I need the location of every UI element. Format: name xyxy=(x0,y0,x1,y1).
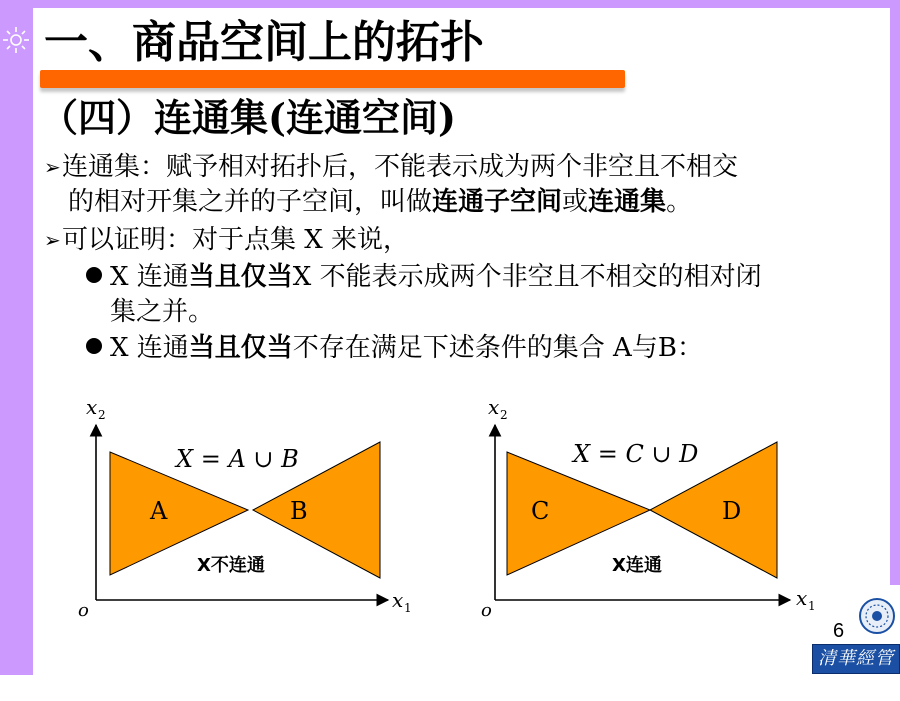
university-seal-icon xyxy=(858,597,896,635)
bullet-1-line-2: 的相对开集之并的子空间，叫做连通子空间或连通集。 xyxy=(68,187,693,217)
origin-label: o xyxy=(481,600,492,621)
y-axis-subscript: 2 xyxy=(500,408,508,422)
school-logo: 清華經管學院 xyxy=(812,644,900,674)
arrow-bullet-icon: ➢ xyxy=(44,228,61,252)
diagram-caption: X不连通 xyxy=(197,555,265,576)
diagram-connected xyxy=(481,395,816,621)
y-axis-label: x xyxy=(488,395,500,419)
union-equation: X = A ∪ B xyxy=(176,445,299,473)
term-connected-set: 连通集 xyxy=(588,187,667,217)
bullet-2: ➢可以证明：对于点集 X 来说， xyxy=(44,225,410,255)
diagram-caption: X连通 xyxy=(612,555,662,576)
x-axis-label: x xyxy=(392,588,404,612)
origin-label: o xyxy=(78,600,89,621)
page-number: 6 xyxy=(833,620,845,642)
arrow-bullet-icon: ➢ xyxy=(44,155,61,179)
term-connected-subspace: 连通子空间 xyxy=(432,187,563,217)
sub-bullet-2: X 连通当且仅当不存在满足下述条件的集合 A与B： xyxy=(86,331,703,365)
x-axis-subscript: 1 xyxy=(808,599,816,613)
union-equation: X = C ∪ D xyxy=(573,440,699,468)
y-axis-subscript: 2 xyxy=(98,408,106,422)
sub-bullet-1-line-2: 集之并。 xyxy=(110,297,215,327)
y-axis-label: x xyxy=(86,395,98,419)
term-iff: 当且仅当 xyxy=(188,262,293,292)
x-axis-subscript: 1 xyxy=(404,601,412,615)
region-label-c: C xyxy=(531,497,550,525)
sub-bullet-1-line-1: X 连通当且仅当X 不能表示成两个非空且不相交的相对闭 xyxy=(86,260,762,294)
term-iff: 当且仅当 xyxy=(188,333,293,363)
region-label-a: A xyxy=(150,497,168,525)
x-axis-label: x xyxy=(796,586,808,610)
region-label-b: B xyxy=(290,497,308,525)
bullet-1-line-1: ➢连通集：赋予相对拓扑后，不能表示成为两个非空且不相交 xyxy=(44,152,739,182)
diagram-disconnected xyxy=(78,395,412,621)
region-label-d: D xyxy=(722,497,742,525)
slide-subtitle: （四）连通集(连通空间) xyxy=(40,95,456,140)
slide-title: 一、商品空间上的拓扑 xyxy=(44,17,484,68)
